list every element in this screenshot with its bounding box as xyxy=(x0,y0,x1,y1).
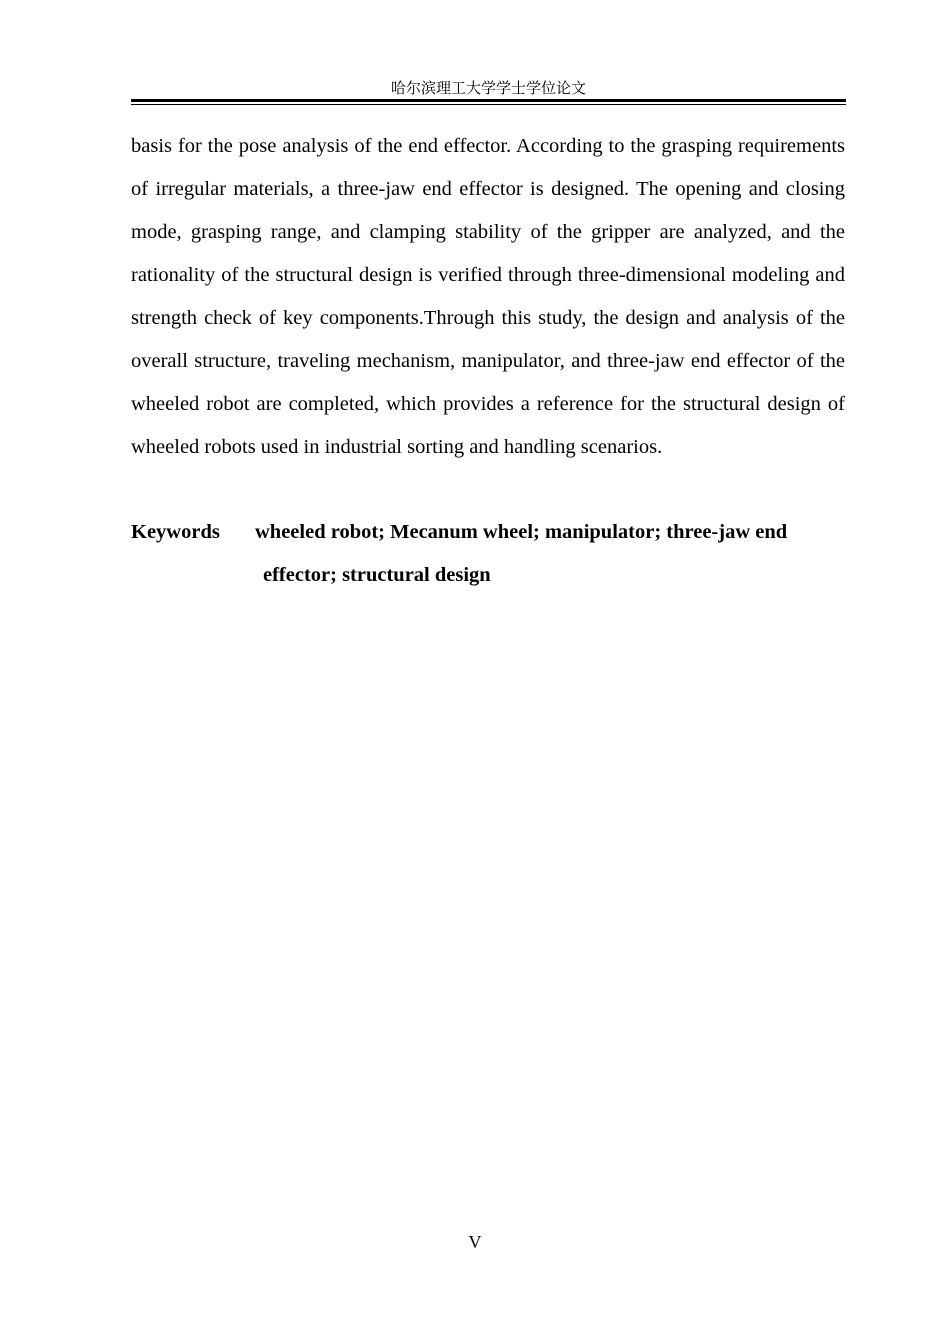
header-rule-thick xyxy=(131,99,846,102)
keywords-line-2: effector; structural design xyxy=(263,564,491,586)
keywords-line-1: wheeled robot; Mecanum wheel; manipulator; three-jaw end xyxy=(255,521,788,543)
header-rule-thin xyxy=(131,104,846,105)
keywords-label: Keywords xyxy=(131,521,220,543)
keywords-block xyxy=(131,511,845,597)
page-number: V xyxy=(468,1232,482,1252)
abstract-paragraph: basis for the pose analysis of the end effector. According to the grasping requirements of irregular materials, a three-jaw end effector is designed. The opening and closing mode, grasping range, and clamping stability of the gripper are analyzed, and the rationality of the structural design is verified through three-dimensional modeling and strength check of key components.Through this study, the design and analysis of the overall structure, traveling mechanism, manipulator, and three-jaw end effector of the wheeled robot are completed, which provides a reference for the structural design of wheeled robots used in industrial sorting and handling scenarios. xyxy=(131,135,845,458)
running-header: 哈尔滨理工大学学士学位论文 xyxy=(390,79,586,97)
keywords-list xyxy=(255,511,845,597)
